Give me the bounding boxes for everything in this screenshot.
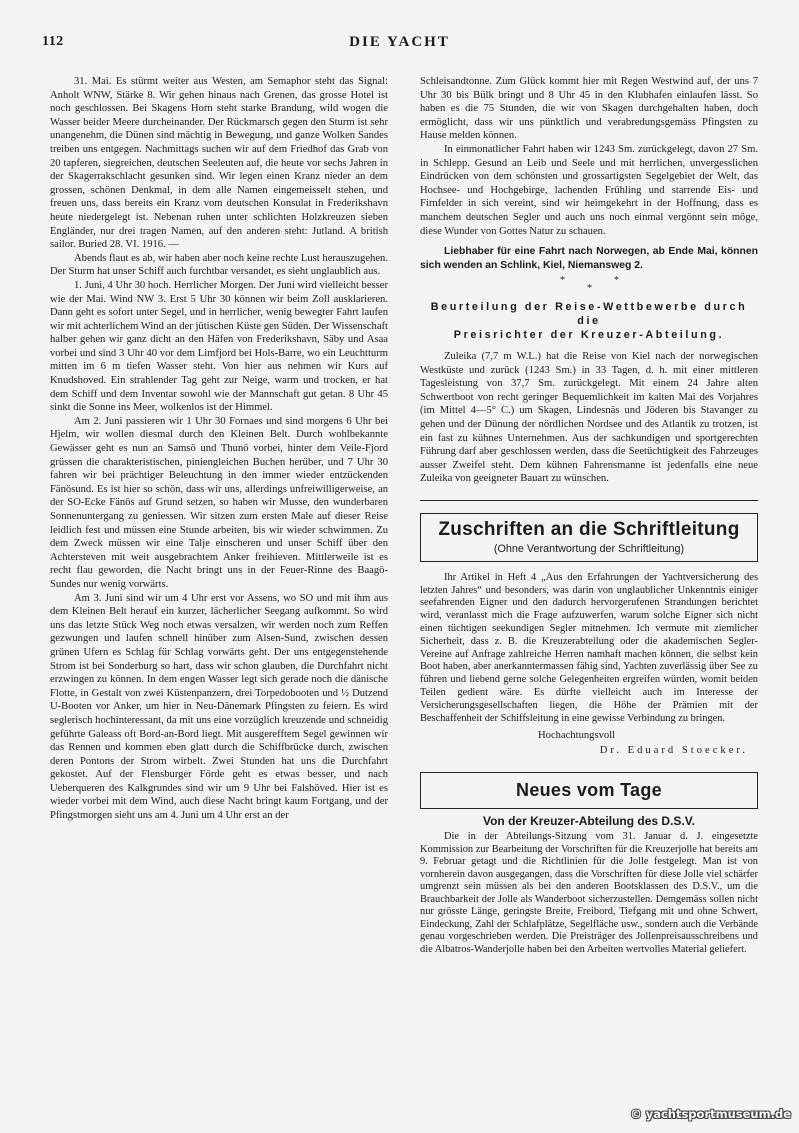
- paragraph-june-3: Am 3. Juni sind wir um 4 Uhr erst vor Assens, wo SO und mit ihm aus dem Kleinen Belt herauf ein kurzer, lächerlicher Seegang aufkommt. So wird uns das letzte Stück Weg noch etwas versalzen, wir werden noch zum Reffen gezwungen und laufen schnell hinüber zum Alsen-Sund, zwischen dessen grünen Ufern es Schlag für Schlag vorwärts geht. Der uns entgegenstehende Strom ist bei Sonderburg so hart, dass wir schon glauben, die Durchfahrt nicht erzwingen zu können. In dem engen Wasser legt sich gerade noch die dänische Flotte, in Gestalt von zwei Küstenpanzern, drei Torpedobooten und ½ Dutzend U-Booten vor Anker, um hier in Neu-Dänemark Pfingsten zu feiern. Es wird seglerisch hochinteressant, da mit uns eine vorzüglich kreuzende und schneidig geführte Galeass oft Bord-an-Bord liegt. Mit ausgerefftem Segel gewinnen wir das Rennen und kommen eben glatt durch die Schiffbrücke durch, zwischen deren Pontons der Strom wirbelt. Zwei Stunden hat uns die Durchfahrt gekostet. Auf der Flensburger Förde geht es etwas besser, und nach Ueberqueren des Kalkgrundes sind wir um 9 Uhr bei Falshöved. Hier ist es wieder vorbei mit dem Wind, auch diese Nacht bringt kaum Fortgang, und der Pfingstmorgen sieht uns am 4. Juni um 4 Uhr erst an der: [50, 592, 388, 822]
- paragraph-summary: In einmonatlicher Fahrt haben wir 1243 Sm. zurückgelegt, davon 27 Sm. in Schlepp. Gesund an Leib und Seele und mit herrlichen, unvergesslichen Eindrücken von dem schönsten und grossartigsten Segelgebiet der Welt, das Hochsee- und Hochgebirge, lachenden Frühling und starrende Eis- und Firnfelder in sich vereint, sind wir heimgekehrt in der Hoffnung, dass es manchem deutschen Segler und auch uns noch einmal vergönnt sein möge, diese Wunder von Gottes Natur zu schauen.: [420, 143, 758, 237]
- left-column: [50, 75, 388, 823]
- letter-closing: Hochachtungsvoll: [538, 730, 616, 742]
- right-column: [420, 75, 758, 956]
- asterisk: *: [560, 274, 565, 286]
- running-title: DIE YACHT: [349, 34, 450, 50]
- page-number: 112: [42, 34, 64, 49]
- news-section-box: [420, 772, 758, 809]
- page-header: [42, 34, 757, 56]
- letters-title: Zuschriften an die Schriftleitung: [438, 518, 740, 540]
- judging-heading: Beurteilung der Reise-Wettbewerbe durch die Preisrichter der Kreuzer-Abteilung.: [430, 300, 748, 341]
- news-subheading: Von der Kreuzer-Abteilung des D.S.V.: [482, 814, 696, 829]
- news-title: Neues vom Tage: [516, 780, 662, 801]
- letters-section-box: [420, 513, 758, 562]
- letter-signature: Dr. Eduard Stoecker.: [599, 745, 748, 757]
- paragraph-evening: Abends flaut es ab, wir haben aber noch keine rechte Lust herauszugehen. Der Sturm hat unser Schiff auch furchtbar versandet, es sieht unglaublich aus.: [50, 252, 388, 278]
- norway-trip-note: Liebhaber für eine Fahrt nach Norwegen, ab Ende Mai, können sich wenden an Schlink, Kiel, Niemansweg 2.: [420, 246, 758, 271]
- letter-text: Ihr Artikel in Heft 4 „Aus den Erfahrungen der Yachtversicherung des letzten Jahres“ und besonders, was darin von unglaublicher Unkenntnis einiger seefahrenden Eigner und den dadurch hervorgerufenen Strandungen berichtet wird, veranlasst mich die Frage aufzuwerfen, warum solche Eigner sich nicht einen tüchtigen seekundigen Segler mitnehmen. Ich vermute mit ziemlicher Sicherheit, dass z. B. die Kreuzerabteilung oder die akademischen Segler-Vereine auf Anfrage zahlreiche Herren namhaft machen können, die selbst kein Boot haben, aber anerkanntermassen fähig sind, Yachten zuverlässig über See zu führen und liebend gerne solche Gelegenheiten ergreifen würden, womit beiden Teilen gedient wäre. Es dürfte vielleicht auch im Interesse der Versicherungsgesellschaften liegen, die Höhe der Prämien mit der Beschaffenheit der Schiffsleitung in eine gewisse Verbindung zu bringen.: [420, 571, 758, 724]
- news-text: Die in der Abteilungs-Sitzung vom 31. Januar d. J. eingesetzte Kommission zur Bearbeitung der Vorschriften für die Kreuzerjolle hat bereits am 9. Februar getagt und die Richtlinien für die Jolle festgelegt. Man ist von vornherein davon ausgegangen, dass die Vorschriften für diese Jolle viel schärfer umgrenzt sein müssen als bei den anderen Bootsklassen des D.S.V., um die Brauchbarkeit der Jolle als Wanderboot sicherzustellen. Demgemäss sollen nicht nur grösste Länge, geringste Breite, Freibord, Tiefgang mit und ohne Schwert, Eindeckung, Zahl der Schlafplätze, Segelfläche usw., sondern auch die Verbände genau vorgeschrieben werden. Die Preisträger des Jollenpreisausschreibens und die Albatros-Wanderjolle haben bei den Arbeiten wertvolles Material geliefert.: [420, 831, 758, 955]
- asterisk: *: [614, 274, 619, 286]
- paragraph-june-1: 1. Juni, 4 Uhr 30 hoch. Herrlicher Morgen. Der Juni wird vielleicht besser wie der Mai. Wind NW 3. Erst 5 Uhr 30 können wir beim Zoll ausklarieren. Dann geht es sofort unter Segel, und in herrlicher, wenig bewegter Fahrt laufen wir mit achterlichem Wind an der jütischen Küste gen Süden. Der Wissenschaft halber gehen wir ganz dicht an den Häfen von Frederikshavn, Säby und Asaa vorbei und sind 3 Uhr 40 vor dem Limfjord bei Hols-Barre, wo ein Leuchtturm mitten im 6 m tiefen Wasser steht. Von hier aus nehmen wir Kurs auf Knudshoved. Ein strahlender Tag geht zur Neige, warm und trocken, er hat dem Schiff und dem Inventar sowohl wie der Mannschaft gut getan. 8 Uhr 45 sinkt die Sonne ins Meer, wolkenlos ist der Himmel.: [50, 279, 389, 414]
- horizontal-rule: [420, 500, 758, 501]
- asterisk: *: [587, 282, 592, 294]
- paragraph-may-31: 31. Mai. Es stürmt weiter aus Westen, am Semaphor steht das Signal: Anholt WNW, Stärke 8. Wir gehen hinaus nach Grenen, das grosse Hotel ist noch geschlossen. Bei Skagens Horn steht starke Brandung, wild wogen die Wasser beider Meere durcheinander. Der Rückmarsch gegen den Sturm ist sehr unangenehm, die Dünen sind mächtig in Bewegung, und ganze Wolken Sandes treiben uns entgegen. Nachmittags suchen wir auf dem Friedhof das Grab von 20 tapferen, siegreichen, deutschen Seeleuten auf, die heute vor sechs Jahren in der Skagerrakschlacht gesunken sind. Wir legen einen Kranz nieder an dem grossen, schönen Denkmal, in dem alle Namen eingemeisselt stehen, und freuen uns, dass bereits ein Kranz vom deutschen Konsulat in Frederikshavn heute niedergelegt ist. Nebenan ruhen unter schlichten Holzkreuzen sieben Engländer, nur drei tragen Namen, auf den anderen steht: Jutland. A british sailor. Buried 28. VI. 1916. —: [50, 76, 388, 251]
- letter-body: [420, 572, 758, 759]
- letters-subtitle: (Ohne Verantwortung der Schriftleitung): [493, 542, 685, 555]
- paragraph-june-2: Am 2. Juni passieren wir 1 Uhr 30 Fornaes und sind morgens 6 Uhr bei Hjelm, wir wollen diesmal durch den Kleinen Belt. Durch wohlbekannte Gewässer geht es nun an Samsö und Thunö vorbei, hinter dem Veile-Fjord grüssen die charakteristischen, piniengleichen Buchen herüber, und 7 Uhr 30 fahren wir bei prächtiger Beleuchtung in den immer wieder entzückenden Fänösund. Es ist hier so schön, dass wir uns, allerdings unfreiwilligerweise, an der SO-Ecke Fänös auf Grund setzen, so haben wir Musse, den wunderbaren Sonnenuntergang zu geniessen. Wir sitzen zum ersten Male auf dieser Reise leidlich fest und müssen eine Stunde arbeiten, bis wir wieder schwimmen. Zu dem Zweck müssen wir eine Talje einscheren und unser Schiff über den Achtersteven mit weit ausgebrachtem Anker freihieven. Mittlerweile ist es recht flau geworden, die Nacht bringt uns in der Feuer-Rinne des Baagö-Sundes nur wenig vorwärts.: [50, 415, 388, 590]
- news-body: [420, 831, 758, 956]
- judging-text: Zuleika (7,7 m W.L.) hat die Reise von Kiel nach der norwegischen Westküste und zurück (1243 Sm.) in 33 Tagen, d. h. mit einer mittleren Tagesleistung von 37,7 Sm. zurückgelegt. Mit einem 24 Jahre alten Schwertboot von recht geringer Bequemlichkeit im kalten Mai des Vorjahres (im Mittel 4—5° C.) um Skagen, Lindesnäs und Jöderen bis Stavanger zu gehen und der Dünung der nördlichen Nordsee und des Atlantik zu trotzen, ist ein fast zu kühnes Unternehmen. Aus der sachkundigen und sportgerechten Führung darf aber geschlossen werden, dass die Seetüchtigkeit des Fahrzeuges ausser Zweifel steht. Dem kühnen Fahrensmanne ist jedenfalls eine neue Zuleika von geeigneter Bauart zu wünschen.: [420, 350, 758, 485]
- asterism-divider: [420, 274, 758, 296]
- paragraph-continuation: Schleisandtonne. Zum Glück kommt hier mit Regen Westwind auf, der uns 7 Uhr 30 bis Bülk bringt und 8 Uhr 45 in den Klubhafen einlaufen lässt. So haben es die 75 Stunden, die wir von Skagen durchgehalten haben, doch ermöglicht, dass wir uns pünktlich und verabredungsgemäss Pfingsten zu Hause melden können.: [420, 76, 758, 142]
- copyright-watermark: © yachtsportmuseum.de: [630, 1107, 791, 1121]
